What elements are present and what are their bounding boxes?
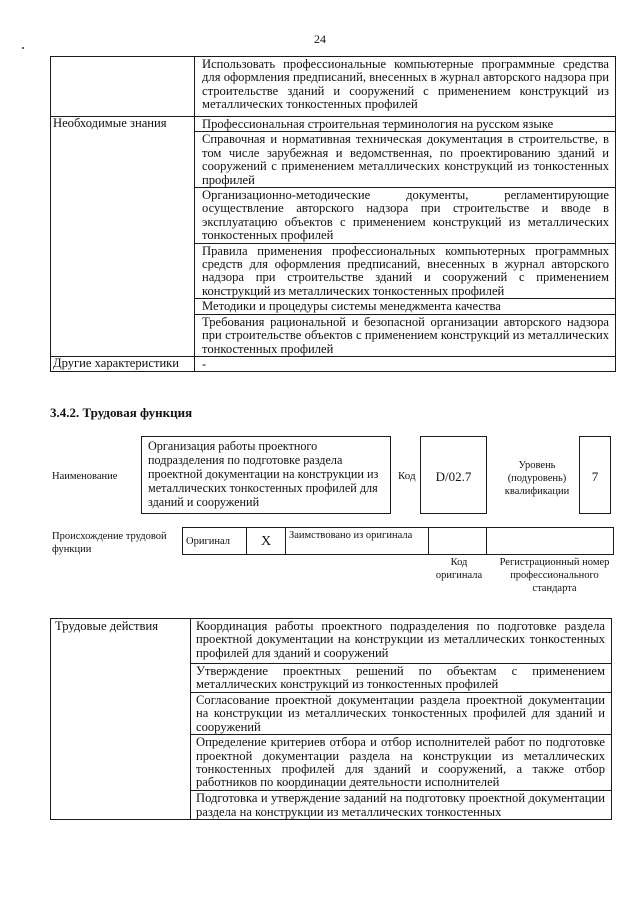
table-row bbox=[51, 117, 616, 132]
knowledge-item: Профессиональная строительная терминология на русском языке bbox=[195, 117, 616, 132]
knowledge-item: Справочная и нормативная техническая документация в строительстве, в том числе зарубежная и ведомственная, по проектированию зданий и сооружений с применением металлических конструкций из тонкостенных профилей bbox=[195, 132, 616, 188]
table-row bbox=[51, 619, 612, 664]
knowledge-item: Правила применения профессиональных компьютерных программных средств для оформления предписаний, внесенных в журнал авторского надзора при строительстве зданий и сооружений с применением конструкций из металлических тонкостенных профилей bbox=[195, 243, 616, 299]
empty-label-cell bbox=[51, 57, 195, 117]
borrowed-label: Заимствовано из оригинала bbox=[286, 528, 429, 555]
level-label: Уровень (подуровень) квалификации bbox=[504, 460, 570, 497]
labor-actions-table bbox=[50, 618, 612, 820]
section-title: 3.4.2. Трудовая функция bbox=[50, 405, 193, 420]
original-code-caption: Код оригинала bbox=[435, 557, 483, 581]
reg-number-cell bbox=[487, 528, 614, 555]
knowledge-item: Требования рациональной и безопасной организации авторского надзора при строительстве объектов с применением конструкций из металлических тонкостенных профилей bbox=[195, 314, 616, 356]
knowledge-label: Необходимые знания bbox=[51, 117, 195, 357]
action-item: Утверждение проектных решений по объектам с применением металлических конструкций из тонкостенных профилей bbox=[191, 664, 612, 693]
knowledge-item: Методики и процедуры системы менеджмента качества bbox=[195, 299, 616, 314]
original-label: Оригинал bbox=[183, 528, 247, 555]
action-item: Подготовка и утверждение заданий на подготовку проектной документации раздела на конструкции из металлических тонкостенных bbox=[191, 791, 612, 820]
level-value-box: 7 bbox=[579, 436, 611, 514]
origin-table bbox=[182, 527, 614, 555]
function-name-box: Организация работы проектного подразделения по подготовке раздела проектной документации на конструкции из металлических тонкостенных профилей для зданий и сооружений bbox=[141, 436, 391, 514]
table-row bbox=[51, 57, 616, 117]
skill-cell: Использовать профессиональные компьютерные программные средства для оформления предписаний, внесенных в журнал авторского надзора при строительстве зданий и сооружений с применением конструкций из металлических тонкостенных профилей bbox=[195, 57, 616, 117]
code-label: Код bbox=[398, 470, 416, 482]
page-number: 24 bbox=[314, 32, 326, 46]
table-row bbox=[51, 356, 616, 371]
action-item: Определение критериев отбора и отбор исполнителей работ по подготовке проектной документации раздела на конструкции из металлических тонкостенных профилей для зданий и сооружений, а также отбор работников по координации деятельности исполнителей bbox=[191, 735, 612, 791]
code-value-box: D/02.7 bbox=[420, 436, 487, 514]
actions-label: Трудовые действия bbox=[51, 619, 191, 820]
action-item: Координация работы проектного подразделения по подготовке раздела проектной документации на конструкции из металлических тонкостенных профилей для зданий и сооружений bbox=[191, 619, 612, 664]
original-code-cell bbox=[429, 528, 487, 555]
scan-speck bbox=[22, 47, 24, 49]
action-item: Согласование проектной документации раздела проектной документации на конструкции из металлических тонкостенных профилей для зданий и сооружений bbox=[191, 693, 612, 735]
original-mark: X bbox=[247, 528, 286, 555]
knowledge-table bbox=[50, 56, 616, 372]
table-row bbox=[183, 528, 614, 555]
other-value: - bbox=[195, 356, 616, 371]
knowledge-item: Организационно-методические документы, регламентирующие осуществление авторского надзора при строительстве и вводе в эксплуатацию объектов с применением конструкций из металлических тонкостенных профилей bbox=[195, 188, 616, 244]
origin-label: Происхождение трудовой функции bbox=[52, 531, 167, 555]
name-label: Наименование bbox=[52, 471, 118, 482]
other-label: Другие характеристики bbox=[51, 356, 195, 371]
reg-number-caption: Регистрационный номер профессионального стандарта bbox=[499, 557, 610, 594]
